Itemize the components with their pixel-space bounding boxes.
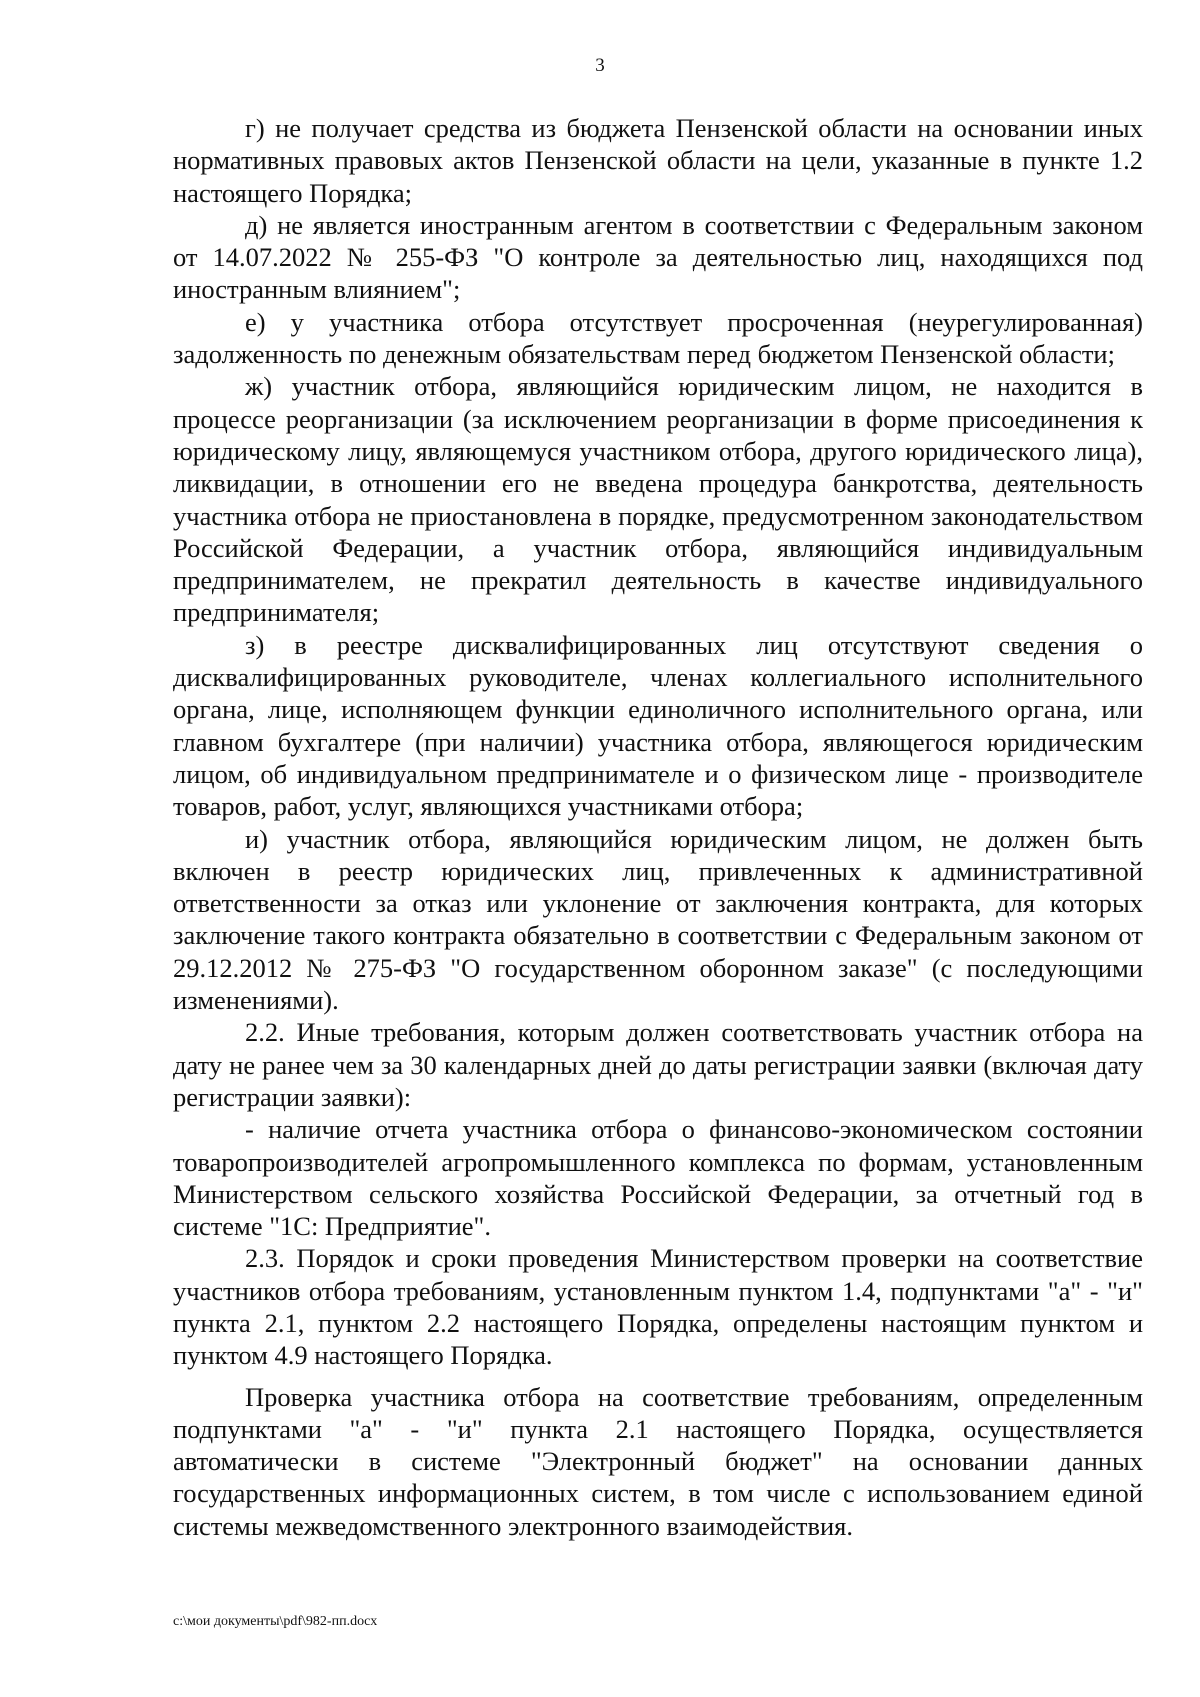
paragraph-zh: ж) участник отбора, являющийся юридическим лицом, не находится в процессе реорганизации (за исключением реорганизации в форме присоединения к юридическому лицу, являющемуся участником отбора, другого юридического лица), ликвидации, в отношении его не введена процедура банкротства, деятельность участника отбора не приостановлена в порядке, предусмотренном законодательством Российской Федерации, а участник отбора, являющийся индивидуальным предпринимателем, не прекратил деятельность в качестве индивидуального предпринимателя; <box>173 371 1143 628</box>
paragraph-i: и) участник отбора, являющийся юридическим лицом, не должен быть включен в реестр юридических лиц, привлеченных к административной ответственности за отказ или уклонение от заключения контракта, для которых заключение такого контракта обязательно в соответствии с Федеральным законом от 29.12.2012 № 275-ФЗ "О государственном оборонном заказе" (с последующими изменениями). <box>173 823 1143 1016</box>
page-number: 3 <box>595 55 605 76</box>
paragraph-2-2: 2.2. Иные требования, которым должен соответствовать участник отбора на дату не ранее чем за 30 календарных дней до даты регистрации заявки (включая дату регистрации заявки): <box>173 1017 1143 1112</box>
paragraph-d: д) не является иностранным агентом в соответствии с Федеральным законом от 14.07.2022 № 255-ФЗ "О контроле за деятельностью лиц, находящихся под иностранным влиянием"; <box>173 209 1143 305</box>
paragraph-report-requirement: - наличие отчета участника отбора о финансово-экономическом состоянии товаропроизводителей агропромышленного комплекса по формам, установленным Министерством сельского хозяйства Российской Федерации, за отчетный год в системе "1С: Предприятие". <box>173 1114 1143 1242</box>
paragraph-verification: Проверка участника отбора на соответствие требованиям, определенным подпунктами "а" - "и" пункта 2.1 настоящего Порядка, осуществляется автоматически в системе "Электронный бюджет" на основании данных государственных информационных систем, в том числе с использованием единой системы межведомственного электронного взаимодействия. <box>173 1381 1143 1541</box>
document-body <box>173 112 1143 1542</box>
paragraph-2-3: 2.3. Порядок и сроки проведения Министерством проверки на соответствие участников отбора требованиям, установленным пунктом 1.4, подпунктами "а" - "и" пункта 2.1, пунктом 2.2 настоящего Порядка, определены настоящим пунктом и пунктом 4.9 настоящего Порядка. <box>173 1243 1143 1371</box>
paragraph-z: з) в реестре дисквалифицированных лиц отсутствуют сведения о дисквалифицированных руководителе, членах коллегиального исполнительного органа, лице, исполняющем функции единоличного исполнительного органа, или главном бухгалтере (при наличии) участника отбора, являющегося юридическим лицом, об индивидуальном предпринимателе и о физическом лице - производителе товаров, работ, услуг, являющихся участниками отбора; <box>173 629 1143 822</box>
footer-file-path: c:\мои документы\pdf\982-пп.docx <box>173 1614 378 1629</box>
paragraph-e: е) у участника отбора отсутствует просроченная (неурегулированная) задолженность по денежным обязательствам перед бюджетом Пензенской области; <box>173 306 1143 370</box>
paragraph-g: г) не получает средства из бюджета Пензенской области на основании иных нормативных правовых актов Пензенской области на цели, указанные в пункте 1.2 настоящего Порядка; <box>173 113 1143 208</box>
